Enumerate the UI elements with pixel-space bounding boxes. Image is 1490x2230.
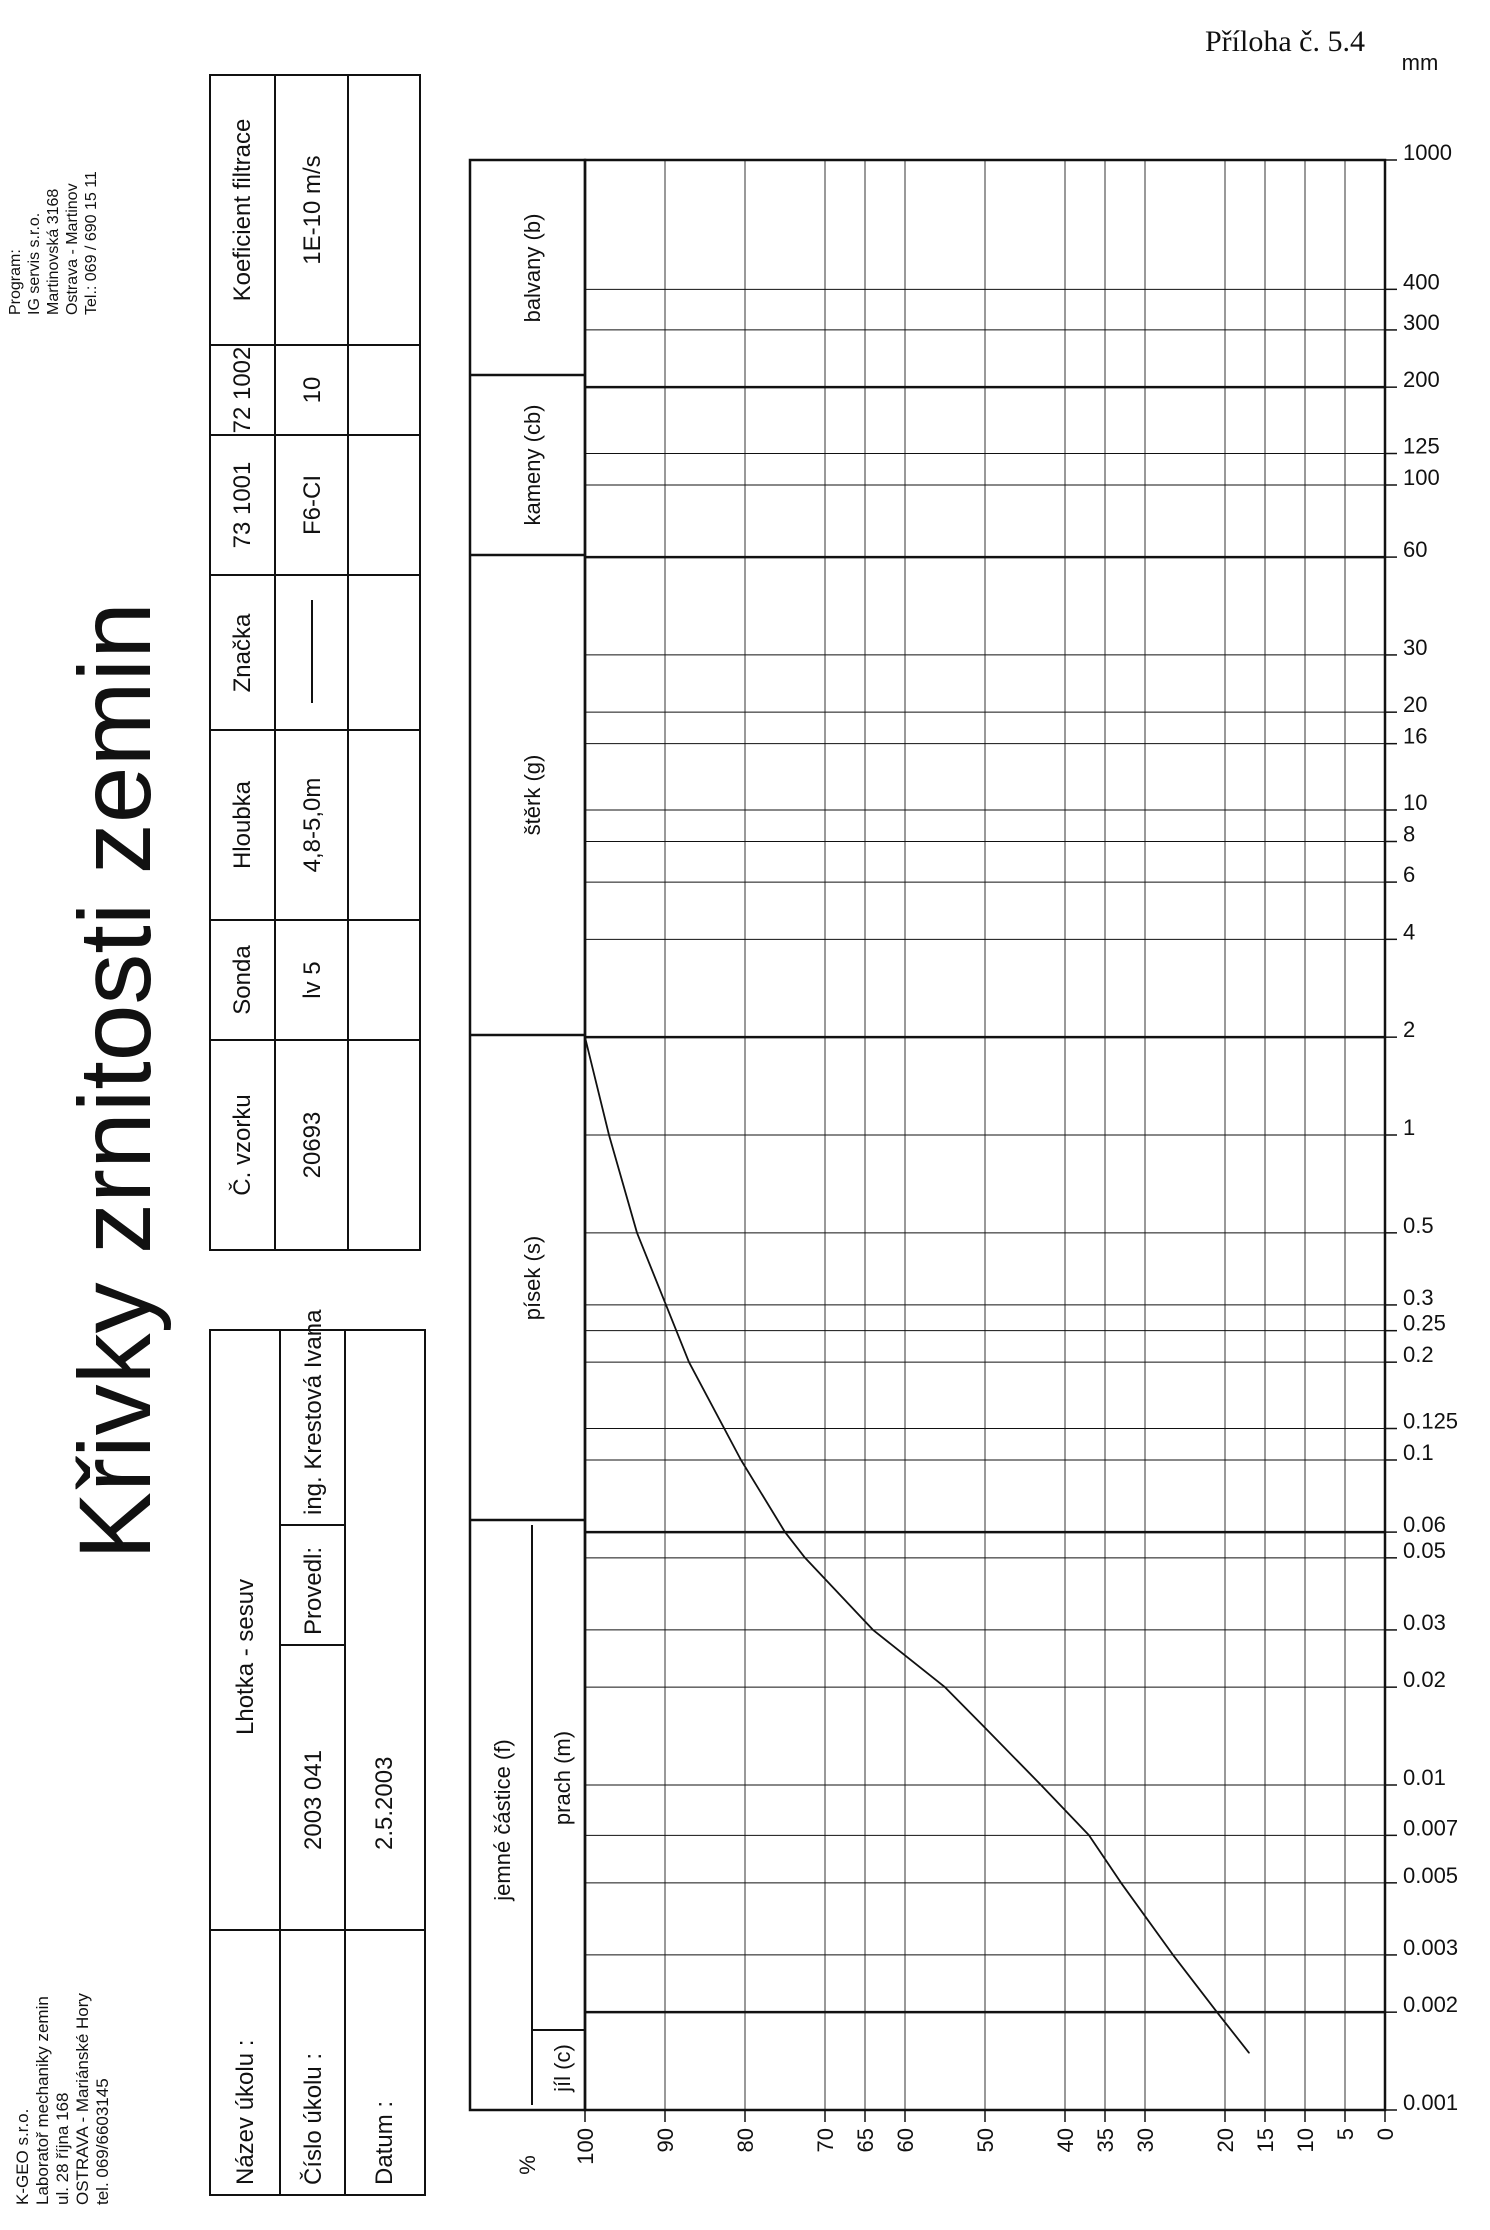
- program-line: Martinovská 3168: [45, 188, 62, 315]
- x-tick-label: 0.05: [1403, 1537, 1446, 1563]
- x-tick-label: 10: [1403, 790, 1428, 815]
- y-tick-label: 65: [853, 2128, 878, 2153]
- curve-point: [740, 1459, 742, 1461]
- curve-point: [984, 1727, 986, 1729]
- fraction-cobbles-label: kameny (cb): [520, 404, 545, 526]
- curve-point: [636, 1232, 638, 1234]
- curve-point: [1040, 1784, 1042, 1786]
- lab-line: OSTRAVA - Mariánské Hory: [73, 1993, 92, 2205]
- y-tick-label: 70: [813, 2128, 838, 2153]
- curve-point: [1088, 1835, 1090, 1837]
- page-title: Křivky zrnitosti zemin: [58, 602, 172, 1560]
- program-line: Program:: [7, 249, 24, 315]
- curve-point: [1120, 1882, 1122, 1884]
- fraction-sand-label: písek (s): [520, 1235, 545, 1321]
- x-tick-label: 1000: [1403, 140, 1452, 165]
- x-tick-label: 0.125: [1403, 1408, 1459, 1434]
- y-tick-label: 30: [1133, 2128, 1158, 2153]
- sample-header: 73 1001: [229, 461, 256, 549]
- task-number-value: 2003 041: [300, 1749, 327, 1850]
- curve-point: [1248, 2052, 1250, 2054]
- fraction-clay-label: jíl (c): [550, 2044, 575, 2092]
- x-tick-label: 0.02: [1403, 1667, 1446, 1693]
- x-tick-label: 4: [1403, 919, 1416, 945]
- y-tick-label: 80: [733, 2128, 758, 2153]
- x-tick-label: 0.03: [1403, 1609, 1446, 1635]
- x-tick-label: 20: [1403, 692, 1428, 718]
- x-tick-label: 6: [1403, 862, 1416, 888]
- x-tick-label: 0.5: [1403, 1212, 1434, 1238]
- program-line: Tel.: 069 / 690 15 11: [83, 171, 100, 315]
- fraction-boulders-label: balvany (b): [520, 213, 545, 323]
- x-tick-label: 400: [1403, 269, 1440, 295]
- y-tick-label: 20: [1213, 2128, 1238, 2153]
- sample-cell: 4,8-5,0m: [299, 777, 326, 873]
- y-tick-label: 60: [893, 2128, 918, 2153]
- sample-header: Hloubka: [229, 780, 256, 870]
- curve-point: [584, 1036, 586, 1038]
- y-axis-label: %: [515, 2155, 540, 2175]
- sample-header: 72 1002: [229, 346, 256, 434]
- grain-size-chart: [515, 50, 1458, 2175]
- fraction-gravel-label: štěrk (g): [520, 754, 545, 836]
- y-axis: [573, 2110, 1398, 2165]
- grain-size-curve: [585, 1037, 1249, 2053]
- fraction-silt-label: prach (m): [550, 1730, 575, 1826]
- x-tick-label: 0.3: [1403, 1284, 1434, 1310]
- x-tick-label: 100: [1403, 465, 1440, 490]
- x-axis-label: mm: [1401, 50, 1439, 75]
- date-value: 2.5.2003: [371, 1756, 398, 1850]
- task-name-value: Lhotka - sesuv: [232, 1578, 259, 1735]
- fraction-fine-label: jemné částice (f): [490, 1739, 515, 1901]
- sample-cell: lv 5: [299, 961, 326, 999]
- y-tick-label: 15: [1253, 2128, 1278, 2153]
- program-line: IG servis s.r.o.: [26, 212, 43, 315]
- x-tick-label: 0.001: [1403, 2090, 1459, 2115]
- performed-by-value: ing. Krestová Ivana: [300, 1309, 327, 1515]
- x-tick-label: 0.002: [1403, 1992, 1459, 2018]
- x-tick-label: 1: [1403, 1115, 1416, 1140]
- program-line: Ostrava - Martinov: [64, 183, 81, 315]
- y-tick-label: 0: [1373, 2128, 1398, 2141]
- x-tick-label: 0.01: [1403, 1765, 1446, 1790]
- sample-cell: 20693: [299, 1111, 326, 1179]
- x-axis: [1385, 140, 1458, 2115]
- sample-cell: 10: [299, 376, 326, 404]
- x-tick-label: 300: [1403, 309, 1440, 335]
- curve-point: [872, 1629, 874, 1631]
- curve-point: [804, 1557, 806, 1559]
- x-tick-label: 30: [1403, 634, 1428, 660]
- y-tick-label: 5: [1333, 2128, 1358, 2141]
- x-tick-label: 0.06: [1403, 1512, 1446, 1538]
- y-tick-label: 35: [1093, 2128, 1118, 2153]
- x-tick-label: 0.005: [1403, 1862, 1459, 1888]
- task-name-label: Název úkolu :: [232, 2039, 259, 2185]
- y-tick-label: 100: [573, 2128, 598, 2165]
- x-tick-label: 0.1: [1403, 1440, 1434, 1465]
- curve-point: [688, 1361, 690, 1363]
- task-number-label: Číslo úkolu :: [300, 2052, 327, 2185]
- y-tick-label: 40: [1053, 2128, 1078, 2153]
- sample-header: Sonda: [229, 945, 256, 1015]
- y-tick-label: 50: [973, 2128, 998, 2153]
- sample-header: Značka: [229, 613, 256, 693]
- x-tick-label: 2: [1403, 1017, 1416, 1043]
- x-tick-label: 60: [1403, 537, 1428, 563]
- lab-line: tel. 069/6603145: [93, 2078, 112, 2205]
- lab-line: Laboratoř mechaniky zemin: [33, 1996, 52, 2205]
- x-tick-label: 0.003: [1403, 1934, 1459, 1960]
- y-tick-label: 90: [653, 2128, 678, 2153]
- x-tick-label: 16: [1403, 723, 1428, 749]
- sample-cell: F6-CI: [299, 475, 326, 535]
- sample-header: Koeficient filtrace: [229, 118, 256, 302]
- x-tick-label: 125: [1403, 433, 1440, 459]
- appendix-label: Příloha č. 5.4: [1205, 25, 1365, 58]
- curves: [584, 1036, 1250, 2053]
- x-tick-label: 8: [1403, 821, 1416, 847]
- performed-by-label: Provedl:: [300, 1546, 327, 1635]
- x-tick-label: 0.007: [1403, 1815, 1459, 1841]
- curve-point: [784, 1531, 786, 1533]
- date-label: Datum :: [371, 2100, 398, 2185]
- x-tick-label: 0.25: [1403, 1310, 1446, 1336]
- x-tick-label: 0.2: [1403, 1342, 1434, 1368]
- y-tick-label: 10: [1293, 2128, 1318, 2153]
- lab-line: ul. 28 října 168: [53, 2092, 72, 2205]
- sample-header: Č. vzorku: [229, 1094, 256, 1196]
- lab-line: K-GEO s.r.o.: [13, 2108, 32, 2205]
- curve-point: [608, 1134, 610, 1136]
- curve-point: [944, 1686, 946, 1688]
- x-tick-label: 200: [1403, 367, 1440, 393]
- curve-point: [1216, 2011, 1218, 2013]
- curve-point: [1172, 1954, 1174, 1956]
- sample-cell: 1E-10 m/s: [299, 155, 326, 265]
